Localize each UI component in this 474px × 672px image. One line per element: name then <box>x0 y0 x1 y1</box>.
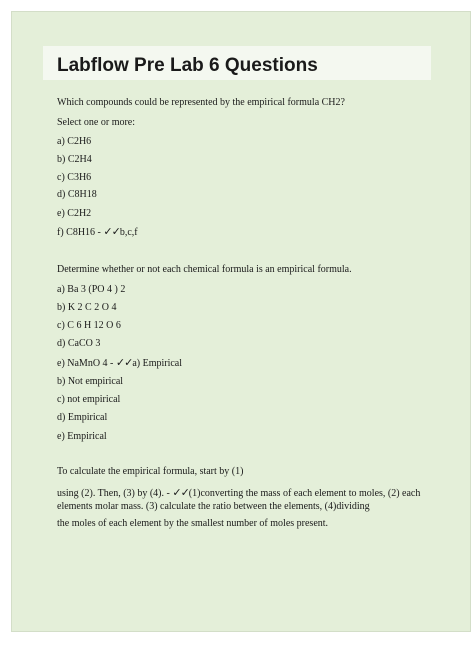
q2-answer-c: c) not empirical <box>57 394 121 405</box>
q1-instruction: Select one or more: <box>57 117 136 128</box>
q1-option-e: e) C2H2 <box>57 208 92 219</box>
q2-option-e <box>57 358 182 369</box>
q3-line-2-answer: (1)converting the mass of each element to moles, (2) each <box>188 488 421 499</box>
q1-option-f-label: f) C8H16 - <box>57 227 104 238</box>
q2-question: Determine whether or not each chemical formula is an empirical formula. <box>57 264 352 275</box>
q1-option-f <box>57 227 138 238</box>
page-title: Labflow Pre Lab 6 Questions <box>57 55 318 76</box>
double-check-icon: ✓✓ <box>115 357 133 369</box>
q1-option-c: c) C3H6 <box>57 172 92 183</box>
q2-answer-d: d) Empirical <box>57 412 108 423</box>
q3-line-2-prefix: using (2). Then, (3) by (4). - <box>57 488 173 499</box>
q1-option-b: b) C2H4 <box>57 154 92 165</box>
q3-line-3: elements molar mass. (3) calculate the ratio between the elements, (4)dividing <box>57 501 370 512</box>
q2-option-b: b) K 2 C 2 O 4 <box>57 302 117 313</box>
q1-answer: b,c,f <box>119 227 138 238</box>
q2-answer-b: b) Not empirical <box>57 376 124 387</box>
q3-line-2 <box>57 488 420 499</box>
q1-option-d: d) C8H18 <box>57 189 97 200</box>
q3-line-4: the moles of each element by the smallest number of moles present. <box>57 518 329 529</box>
q2-option-e-label: e) NaMnO 4 - <box>57 358 116 369</box>
q2-option-a: a) Ba 3 (PO 4 ) 2 <box>57 284 126 295</box>
double-check-icon: ✓✓ <box>103 226 120 238</box>
double-check-icon: ✓✓ <box>172 487 189 499</box>
q3-line-1: To calculate the empirical formula, start by (1) <box>57 466 244 477</box>
q1-question: Which compounds could be represented by the empirical formula CH2? <box>57 97 345 108</box>
q2-option-c: c) C 6 H 12 O 6 <box>57 320 121 331</box>
q1-option-a: a) C2H6 <box>57 136 92 147</box>
q2-option-d: d) CaCO 3 <box>57 338 101 349</box>
q2-answer-a: a) Empirical <box>132 358 183 369</box>
q2-answer-e: e) Empirical <box>57 431 107 442</box>
